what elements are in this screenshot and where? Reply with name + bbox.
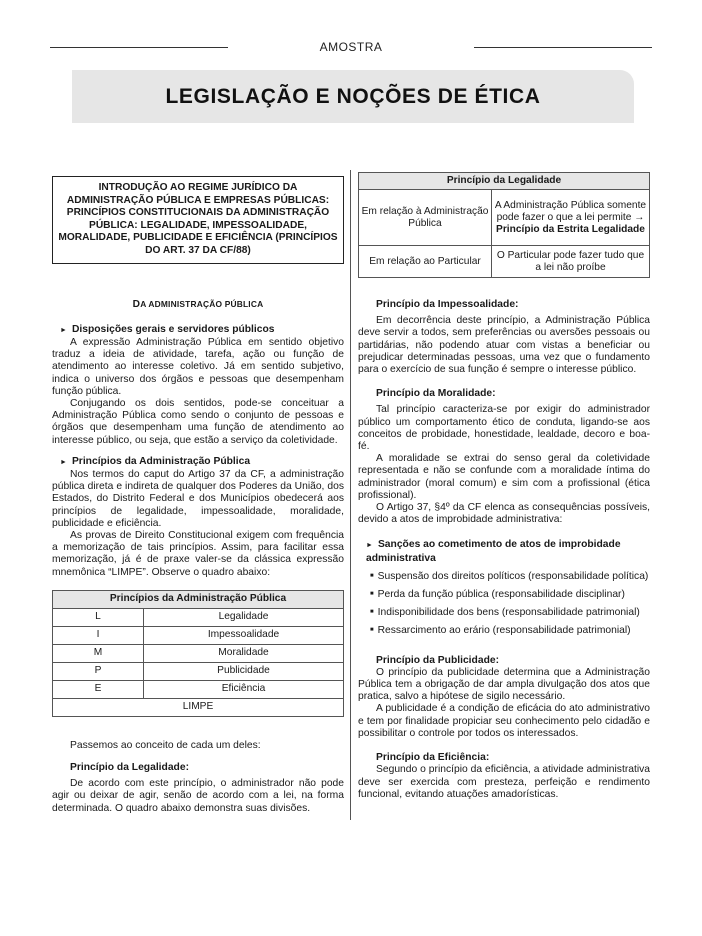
arrow-right-icon: →: [634, 211, 645, 223]
paragraph: Segundo o princípio da eficiência, a atividade administrativa deve ser exercida com presteza, perfeição e rendimento funcional, evitando atuações amadorísticas.: [358, 764, 650, 800]
paragraph: A publicidade é a condição de eficácia do ato administrativo e tem por finalidade propiciar seu conhecimento pelo cidadão e possibilitar o controle por todos os interessados.: [358, 703, 650, 739]
list-item: ■ Indisponibilidade dos bens (responsabilidade patrimonial): [370, 607, 640, 619]
eficiencia-heading: Princípio da Eficiência:: [376, 752, 490, 764]
limpe-name: Legalidade: [144, 608, 344, 626]
paragraph: A moralidade se extrai do senso geral da coletividade representada e não se confunde com a moralidade íntima do administrador (moral comum) e sim com a profissional (ética profissional).: [358, 453, 650, 501]
disposicoes-heading: [52, 324, 344, 337]
legalidade-row-particular-value: O Particular pode fazer tudo que a lei não proíbe: [492, 246, 650, 278]
section-title-initial: D: [132, 298, 141, 310]
square-bullet-icon: ■: [370, 591, 374, 598]
principios-heading-text: Princípios da Administração Pública: [71, 455, 251, 467]
section-title-rest: A ADMINISTRAÇÃO PÚBLICA: [140, 298, 264, 309]
legalidade-table-header: Princípio da Legalidade: [359, 173, 650, 190]
paragraph: A expressão Administração Pública em sentido objetivo traduz a ideia de atividade, tarefa, ação ou função de atendimento ao interesse coletivo. Já em sentido subjetivo, indica o universo dos órgãos e pessoas que desempenham função pública.: [52, 336, 344, 397]
list-item: ■ Suspensão dos direitos políticos (responsabilidade política): [370, 570, 649, 582]
list-item: ■ Ressarcimento ao erário (responsabilidade patrimonial): [370, 625, 631, 637]
disposicoes-heading-text: Disposições gerais e servidores públicos: [71, 323, 275, 335]
limpe-letter: M: [53, 644, 144, 662]
limpe-letter: P: [53, 662, 144, 680]
limpe-name: Moralidade: [144, 644, 344, 662]
paragraph: As provas de Direito Constitucional exigem com frequência a memorização de tais princípios. Assim, para facilitar essa memorização, já é de praxe valer-se da clássica expressão mnemônica “LIMPE”. Observe o quadro abaixo:: [52, 530, 344, 578]
limpe-name: Impessoalidade: [144, 626, 344, 644]
legalidade-row-particular-label: Em relação ao Particular: [359, 246, 492, 278]
limpe-letter: L: [53, 608, 144, 626]
paragraph: Nos termos do caput do Artigo 37 da CF, a administração pública direta e indireta de qualquer dos Poderes da União, dos Estados, do Distrito Federal e dos Municípios obedecerá aos princípios de legalidade, impessoalidade, moralidade, publicidade e eficiência.: [52, 469, 344, 529]
triangle-bullet-icon: ►: [60, 326, 67, 334]
impessoalidade-heading: Princípio da Impessoalidade:: [376, 299, 519, 310]
limpe-table-footer: LIMPE: [53, 698, 344, 716]
legalidade-row-admin-label: Em relação à Administração Pública: [359, 190, 492, 246]
column-divider: [350, 170, 351, 820]
header-label: AMOSTRA: [319, 40, 383, 54]
square-bullet-icon: ■: [370, 609, 374, 616]
right-column: [358, 172, 650, 801]
section-title: [52, 298, 344, 311]
paragraph: De acordo com este princípio, o administrador não pode agir ou deixar de agir, senão de acordo com a lei, na forma determinada. O quadro abaixo demonstra suas divisões.: [52, 778, 344, 814]
paragraph: O Artigo 37, §4º da CF elenca as consequências possíveis, devido a atos de improbidade administrativa:: [358, 502, 650, 526]
paragraph: O princípio da publicidade determina que a Administração Pública tem a obrigação de dar ampla divulgação dos atos que pratica, salvo a hipótese de sigilo necessário.: [358, 666, 650, 703]
intro-box: INTRODUÇÃO AO REGIME JURÍDICO DA ADMINISTRAÇÃO PÚBLICA E EMPRESAS PÚBLICAS: PRINCÍPIOS CONSTITUCIONAIS DA ADMINISTRAÇÃO PÚBLICA: LEGALIDADE, IMPESSOALIDADE, MORALIDADE, PUBLICIDADE E EFICIÊNCIA (PRINCÍPIOS DO ART. 37 DA CF/88): [52, 176, 344, 264]
page-title: LEGISLAÇÃO E NOÇÕES DE ÉTICA: [165, 85, 541, 108]
legalidade-table: [358, 172, 650, 278]
paragraph: Passemos ao conceito de cada um deles:: [70, 739, 261, 751]
limpe-letter: I: [53, 626, 144, 644]
triangle-bullet-icon: ►: [366, 542, 373, 550]
limpe-name: Publicidade: [144, 662, 344, 680]
list-item: ■ Perda da função pública (responsabilidade disciplinar): [370, 589, 625, 601]
moralidade-heading: Princípio da Moralidade:: [376, 388, 496, 400]
limpe-table-header: Princípios da Administração Pública: [53, 590, 344, 608]
legalidade-heading: Princípio da Legalidade:: [70, 762, 190, 774]
left-column: [52, 176, 344, 815]
triangle-bullet-icon: ►: [60, 458, 67, 466]
estrita-legalidade-text: Princípio da Estrita Legalidade: [496, 223, 645, 235]
paragraph: Tal princípio caracteriza-se por exigir do administrador público um comportamento ético de conduta, ligando-se aos conceitos de probidade, honestidade, lealdade, decoro e boa-fé.: [358, 404, 650, 453]
square-bullet-icon: ■: [370, 627, 374, 634]
principios-heading: [52, 456, 344, 469]
sancoes-heading-text: Sanções ao cometimento de atos de improbidade administrativa: [366, 539, 621, 564]
square-bullet-icon: ■: [370, 572, 374, 579]
limpe-name: Eficiência: [144, 680, 344, 698]
paragraph: Conjugando os dois sentidos, pode-se conceituar a Administração Pública como sendo o conjunto de pessoas e órgãos que desempenham uma função de atendimento ao interesse público, ou seja, que estão a serviço da coletividade.: [52, 397, 344, 446]
limpe-table: [52, 590, 344, 717]
legalidade-admin-text: A Administração Pública somente pode fazer o que a lei permite: [494, 199, 647, 223]
sancoes-heading: [358, 539, 650, 564]
publicidade-heading: Princípio da Publicidade:: [376, 654, 500, 666]
legalidade-row-admin-value: [492, 190, 650, 246]
paragraph: Em decorrência deste princípio, a Administração Pública deve servir a todos, sem preferências ou aversões pessoais ou partidárias, não podendo atuar com vistas a beneficiar ou prejudicar determinadas pessoas, uma vez que o fundamento para o exercício de sua função é sempre o interesse público.: [358, 315, 650, 376]
limpe-letter: E: [53, 680, 144, 698]
